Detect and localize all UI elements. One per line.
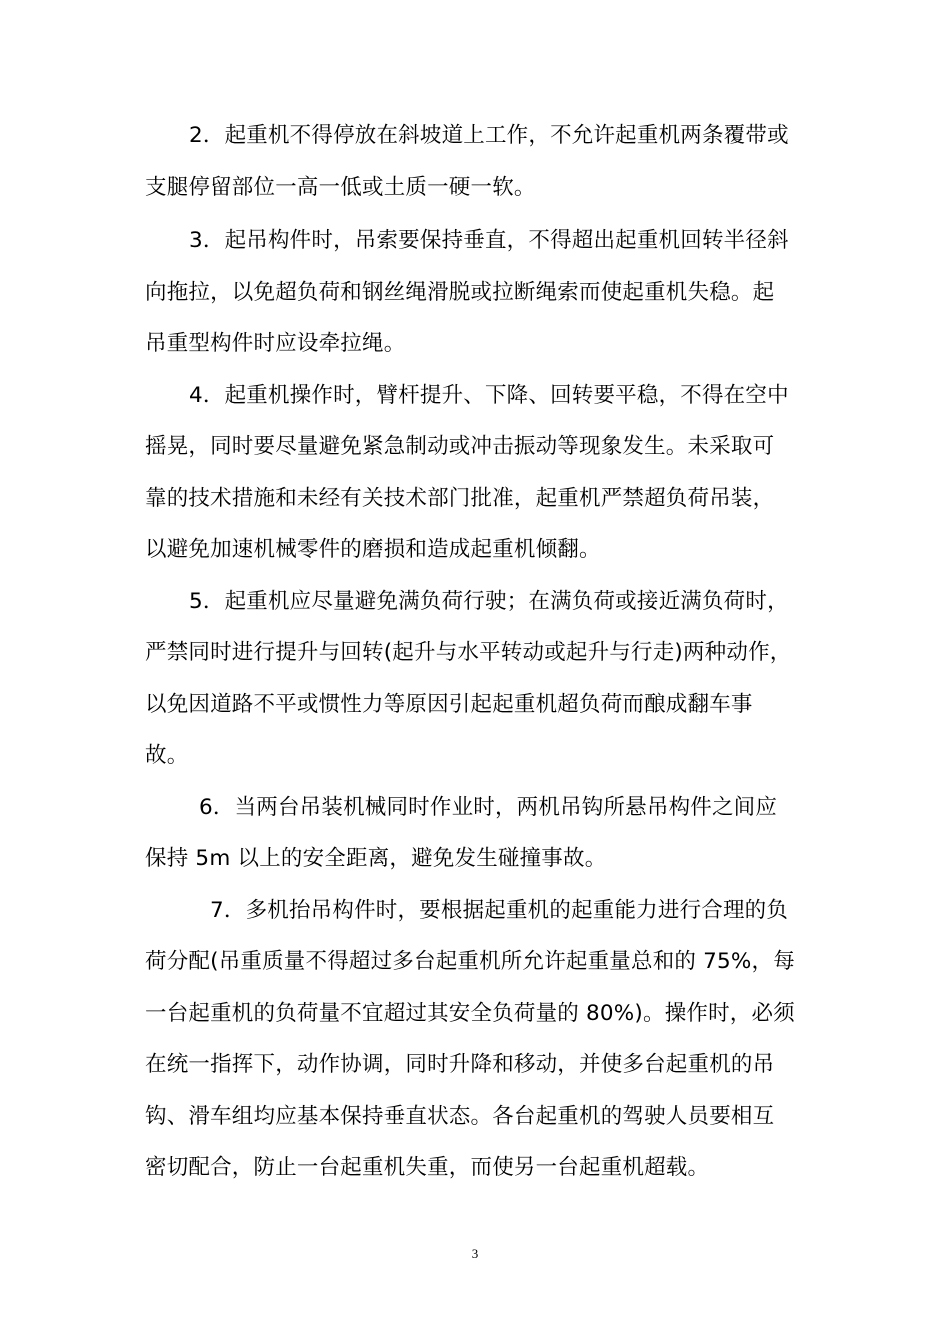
- paragraph-3-line-3: 吊重型构件时应设牵拉绳。: [145, 331, 406, 356]
- paragraph-3-line-1: 3．起吊构件时，吊索要保持垂直，不得超出起重机回转半径斜: [189, 228, 789, 253]
- paragraph-4-line-3: 靠的技术措施和未经有关技术部门批准，起重机严禁超负荷吊装，: [145, 486, 775, 511]
- paragraph-7-line-2: 荷分配(吊重质量不得超过多台起重机所允许起重量总和的 75%，每: [145, 949, 795, 974]
- paragraph-7-line-5: 钩、滑车组均应基本保持垂直状态。各台起重机的驾驶人员要相互: [145, 1104, 775, 1129]
- paragraph-5-line-3: 以免因道路不平或惯性力等原因引起起重机超负荷而酿成翻车事: [145, 692, 753, 717]
- paragraph-2-line-2: 支腿停留部位一高一低或土质一硬一软。: [145, 175, 536, 200]
- paragraph-5-line-1: 5．起重机应尽量避免满负荷行驶；在满负荷或接近满负荷时，: [189, 589, 789, 614]
- paragraph-7-line-1: 7．多机抬吊构件时，要根据起重机的起重能力进行合理的负: [210, 898, 789, 923]
- paragraph-7-line-6: 密切配合，防止一台起重机失重，而使另一台起重机超载。: [145, 1155, 710, 1180]
- paragraph-4-line-2: 摇晃，同时要尽量避免紧急制动或冲击振动等现象发生。未采取可: [145, 434, 775, 459]
- paragraph-5-line-2: 严禁同时进行提升与回转(起升与水平转动或起升与行走)两种动作，: [145, 640, 792, 665]
- paragraph-5-line-4: 故。: [145, 743, 189, 768]
- paragraph-6-line-1: 6．当两台吊装机械同时作业时，两机吊钩所悬吊构件之间应: [199, 795, 778, 820]
- paragraph-4-line-1: 4．起重机操作时，臂杆提升、下降、回转要平稳，不得在空中: [189, 383, 789, 408]
- paragraph-2-line-1: 2．起重机不得停放在斜坡道上工作，不允许起重机两条覆带或: [189, 123, 789, 148]
- paragraph-7-line-3: 一台起重机的负荷量不宜超过其安全负荷量的 80%)。操作时，必须: [145, 1001, 795, 1026]
- paragraph-6-line-2: 保持 5m 以上的安全距离，避免发生碰撞事故。: [145, 846, 607, 871]
- paragraph-4-line-4: 以避免加速机械零件的磨损和造成起重机倾翻。: [145, 537, 601, 562]
- paragraph-7-line-4: 在统一指挥下，动作协调，同时升降和移动，并使多台起重机的吊: [145, 1052, 775, 1077]
- paragraph-3-line-2: 向拖拉，以免超负荷和钢丝绳滑脱或拉断绳索而使起重机失稳。起: [145, 280, 775, 305]
- page-number: 3: [471, 1246, 479, 1261]
